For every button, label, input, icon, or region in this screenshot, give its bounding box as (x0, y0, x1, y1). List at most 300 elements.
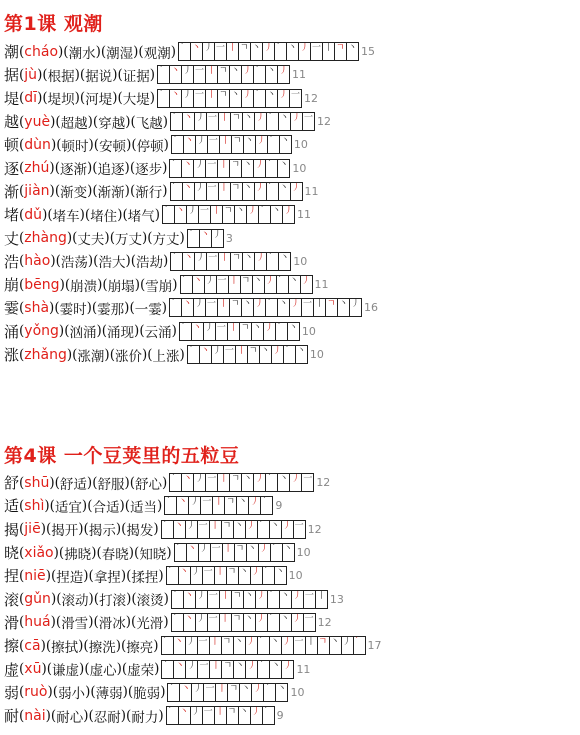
stroke-step-mark: 一 (207, 182, 217, 193)
stroke-step-mark: 一 (304, 590, 314, 601)
word: 滑冰 (98, 616, 126, 633)
paren-close: ) (58, 43, 64, 60)
stroke-step-mark: ` (284, 346, 290, 356)
stroke-count: 10 (309, 348, 324, 361)
word: 滚烫 (136, 593, 164, 610)
stroke-step-mark: ㄱ (222, 520, 232, 531)
stroke-step-mark: 丶 (244, 590, 254, 601)
word-close: ) (87, 183, 93, 200)
stroke-step-mark: 丶 (296, 346, 306, 356)
pinyin: hào (24, 253, 51, 270)
stroke-step-box (174, 521, 186, 538)
stroke-step-mark: ` (188, 346, 194, 356)
stroke-step-box (171, 253, 183, 270)
stroke-step-mark: 丶 (289, 276, 299, 287)
stroke-step-mark: 丿 (256, 613, 266, 624)
stroke-order-strip (174, 543, 295, 562)
word: 舒适 (59, 476, 87, 493)
stroke-step-box (172, 136, 184, 153)
stroke-step-box (204, 323, 216, 340)
stroke-step-mark: 丶 (181, 683, 191, 694)
stroke-count: 10 (296, 546, 311, 560)
stroke-step-box (191, 707, 203, 724)
stroke-step-box (225, 497, 237, 514)
word-open: ( (120, 637, 127, 654)
word-close: ) (128, 544, 135, 561)
stroke-step-mark: ` (263, 707, 269, 718)
pinyin: cā (24, 637, 41, 654)
word-close: ) (120, 567, 127, 584)
stroke-step-mark: 丨 (220, 113, 230, 124)
pinyin: huá (24, 614, 51, 631)
stroke-order-strip (169, 159, 290, 178)
stroke-step-box (175, 544, 187, 561)
stroke-step-mark: ` (277, 276, 283, 287)
word-close: ) (133, 43, 139, 60)
stroke-step-mark: ` (180, 322, 186, 333)
stroke-order-strip (187, 345, 308, 364)
stroke-step-box (270, 637, 282, 654)
stroke-step-mark: 丿 (291, 299, 301, 310)
stroke-step-mark: 丿 (203, 43, 213, 54)
stroke-step-box (242, 66, 254, 83)
stroke-step-box (222, 637, 234, 654)
stroke-step-mark: 丶 (252, 322, 262, 333)
stroke-step-mark: ㄱ (222, 637, 232, 648)
character: 浩 (4, 252, 20, 271)
word-close: ) (163, 591, 169, 608)
character: 滑 (4, 613, 20, 632)
stroke-step-box (253, 276, 265, 293)
stroke-step-mark: 丨 (220, 590, 230, 601)
word: 逐渐 (59, 162, 87, 179)
stroke-step-mark: 丶 (174, 520, 184, 531)
word-close: ) (162, 160, 168, 177)
stroke-step-mark: 一 (202, 497, 212, 508)
stroke-step-box (279, 253, 290, 270)
stroke-step-box (294, 521, 305, 538)
word-open: ( (72, 346, 78, 363)
word-open: ( (134, 544, 140, 561)
stroke-step-box (206, 66, 218, 83)
stroke-step-mark: 丿 (291, 474, 301, 485)
stroke-step-box (224, 346, 236, 363)
word: 知晓 (139, 546, 167, 563)
word-open: ( (56, 591, 62, 608)
lesson-4-char-list (4, 471, 382, 727)
word-open: ( (139, 276, 146, 293)
word-close: ) (79, 661, 85, 678)
stroke-step-box (254, 90, 266, 107)
word-open: ( (129, 160, 136, 177)
word-open: ( (121, 661, 128, 678)
stroke-step-box (210, 521, 222, 538)
stroke-step-mark: 丶 (271, 660, 281, 671)
stroke-step-mark: 丿 (190, 497, 200, 508)
stroke-count: 10 (288, 569, 303, 583)
stroke-step-box (246, 661, 258, 678)
paren-close: ) (59, 276, 65, 293)
stroke-step-box (167, 707, 179, 724)
word-close: ) (122, 684, 128, 701)
stroke-step-box (192, 684, 204, 701)
word-open: ( (92, 183, 98, 200)
stroke-step-box (268, 136, 280, 153)
stroke-step-mark: 丿 (259, 544, 269, 555)
stroke-step-box (261, 497, 272, 514)
stroke-step-box (255, 113, 267, 130)
pinyin: gǔn (24, 591, 51, 608)
stroke-step-mark: ㄱ (219, 66, 228, 77)
stroke-step-box (196, 591, 208, 608)
stroke-step-box (179, 43, 191, 60)
word: 舒服 (97, 476, 125, 493)
stroke-step-mark: 丿 (279, 66, 289, 77)
paren-close: ) (58, 323, 65, 340)
stroke-order-strip (169, 298, 362, 317)
stroke-step-box (231, 253, 243, 270)
word-open: ( (88, 707, 94, 724)
char-row (4, 156, 378, 179)
stroke-step-box (204, 684, 216, 701)
stroke-step-mark: 丨 (215, 567, 225, 578)
pinyin: jiàn (24, 183, 50, 200)
stroke-order-strip (170, 252, 291, 271)
paren-open: ( (19, 230, 25, 247)
stroke-step-mark: 丿 (301, 276, 311, 287)
word: 上涨 (152, 348, 180, 365)
stroke-step-box (170, 474, 182, 491)
stroke-count: 11 (304, 184, 319, 198)
stroke-step-mark: 一 (304, 113, 314, 124)
paren-close: ) (53, 544, 59, 561)
stroke-step-box (240, 684, 252, 701)
word-close: ) (115, 637, 121, 654)
word-close: ) (171, 323, 177, 340)
pinyin: shì (24, 497, 45, 514)
stroke-step-mark: 丶 (239, 567, 249, 578)
stroke-step-box (186, 637, 198, 654)
stroke-step-mark: 丶 (176, 206, 186, 217)
stroke-step-box (282, 521, 294, 538)
stroke-step-mark: 丨 (220, 252, 230, 263)
stroke-step-box (170, 90, 182, 107)
word-open: ( (88, 567, 94, 584)
paren-open: ( (19, 136, 25, 153)
paren-close: ) (66, 346, 73, 363)
stroke-step-box (206, 474, 218, 491)
stroke-step-mark: ` (171, 474, 176, 485)
stroke-step-box (260, 346, 272, 363)
stroke-step-mark: 丿 (196, 613, 206, 624)
stroke-count: 9 (276, 709, 284, 723)
stroke-step-box (256, 614, 268, 631)
pinyin: zhú (24, 160, 50, 177)
stroke-step-box (270, 661, 282, 678)
stroke-step-mark: 丿 (243, 89, 253, 100)
word-close: ) (88, 591, 94, 608)
stroke-step-mark: 丨 (223, 544, 233, 555)
stroke-step-box (218, 90, 230, 107)
word-close: ) (81, 497, 88, 514)
stroke-step-box (290, 90, 301, 107)
word: 揭示 (88, 523, 116, 540)
stroke-step-box (216, 323, 228, 340)
stroke-step-mark: 丨 (214, 497, 224, 508)
stroke-step-box (278, 474, 290, 491)
stroke-step-mark: 一 (205, 683, 215, 694)
stroke-step-mark: 丶 (193, 276, 203, 287)
stroke-step-box (347, 43, 358, 60)
stroke-step-box (200, 230, 212, 247)
word-close: ) (116, 661, 122, 678)
stroke-step-mark: 一 (208, 113, 218, 124)
stroke-step-box (256, 591, 268, 608)
word-close: ) (74, 90, 80, 107)
word: 安顿 (99, 138, 127, 155)
stroke-step-mark: 丶 (171, 66, 181, 77)
stroke-step-mark: ㄱ (226, 497, 236, 508)
stroke-order-strip (166, 706, 275, 725)
stroke-step-box (254, 299, 266, 316)
stroke-step-mark: ` (268, 613, 274, 624)
pinyin: zhǎng (24, 346, 67, 363)
stroke-step-mark: 丨 (217, 683, 227, 694)
stroke-step-mark: 丿 (292, 590, 302, 601)
stroke-step-mark: 一 (216, 322, 226, 333)
stroke-step-mark: 丨 (323, 43, 333, 54)
stroke-step-mark: 丶 (183, 474, 193, 485)
stroke-step-mark: 丶 (236, 206, 246, 217)
word-open: ( (55, 113, 61, 130)
word-close: ) (134, 276, 140, 293)
stroke-step-mark: 丨 (210, 520, 220, 531)
stroke-step-box (283, 544, 294, 561)
stroke-step-box (266, 90, 278, 107)
stroke-step-mark: 丶 (244, 136, 254, 147)
stroke-step-box (208, 136, 220, 153)
paren-close: ) (44, 497, 50, 514)
stroke-step-mark: 丶 (244, 113, 254, 124)
stroke-step-mark: ` (181, 276, 187, 287)
word-open: ( (102, 276, 108, 293)
stroke-step-mark: 丨 (219, 182, 229, 193)
paren-open: ( (19, 567, 25, 584)
word: 耐力 (131, 709, 159, 726)
stroke-order-strip (167, 683, 288, 702)
stroke-step-box (191, 43, 203, 60)
word: 堵气 (127, 208, 155, 225)
word: 涌现 (107, 325, 135, 342)
word: 虚心 (89, 663, 117, 680)
word-open: ( (50, 567, 57, 584)
stroke-step-mark: ㄱ (239, 43, 249, 54)
pinyin: niē (24, 567, 46, 584)
stroke-step-box (203, 707, 215, 724)
stroke-step-mark: 丨 (229, 276, 239, 287)
stroke-step-mark: 丨 (219, 159, 229, 170)
stroke-step-mark: 丨 (212, 206, 222, 217)
word-open: ( (79, 90, 86, 107)
stroke-step-box (254, 474, 266, 491)
word-open: ( (52, 684, 59, 701)
stroke-step-mark: 丿 (246, 637, 256, 648)
paren-open: ( (19, 684, 25, 701)
stroke-step-box (251, 43, 263, 60)
stroke-step-box (266, 160, 278, 177)
stroke-step-box (196, 614, 208, 631)
stroke-step-mark: ㄱ (231, 299, 240, 310)
stroke-step-box (302, 299, 314, 316)
stroke-step-mark: 丶 (288, 322, 298, 333)
stroke-step-mark: 一 (291, 89, 301, 100)
word-open: ( (63, 43, 69, 60)
stroke-step-box (205, 276, 217, 293)
word-open: ( (117, 90, 123, 107)
stroke-step-box (264, 684, 276, 701)
stroke-step-box (234, 661, 246, 678)
stroke-step-mark: 丶 (253, 276, 263, 287)
stroke-step-box (258, 521, 270, 538)
word: 合适 (92, 499, 120, 516)
stroke-step-box (170, 299, 182, 316)
stroke-step-box (278, 299, 290, 316)
word: 涨价 (114, 348, 142, 365)
word: 堤坝 (47, 92, 75, 109)
char-row (4, 657, 382, 680)
stroke-step-box (223, 544, 235, 561)
word-close: ) (149, 66, 156, 83)
paren-open: ( (19, 160, 25, 177)
stroke-step-box (292, 614, 304, 631)
char-row (4, 611, 382, 634)
word-close: ) (125, 113, 131, 130)
stroke-step-mark: 丶 (347, 43, 357, 54)
word-close: ) (86, 474, 93, 491)
char-row (4, 110, 378, 133)
stroke-step-mark: 丶 (200, 229, 210, 240)
stroke-step-box (186, 661, 198, 678)
stroke-step-mark: ` (171, 182, 176, 193)
word-open: ( (91, 299, 98, 316)
word-open: ( (54, 160, 60, 177)
paren-open: ( (19, 276, 25, 293)
paren-open: ( (19, 637, 25, 654)
stroke-step-mark: 丶 (260, 346, 270, 356)
word-close: ) (153, 521, 159, 538)
stroke-order-strip (164, 496, 273, 515)
word-open: ( (42, 90, 48, 107)
stroke-step-box (184, 591, 196, 608)
stroke-count: 15 (360, 45, 375, 59)
stroke-step-box (284, 346, 296, 363)
word-open: ( (54, 299, 60, 316)
stroke-count: 11 (292, 68, 307, 82)
stroke-step-mark: ㄱ (219, 89, 228, 100)
stroke-step-mark: 丿 (204, 322, 214, 333)
stroke-step-mark: 丿 (263, 43, 273, 54)
stroke-step-box (215, 707, 227, 724)
stroke-step-mark: ` (268, 590, 274, 601)
word: 一霎 (134, 301, 162, 318)
word-close: ) (124, 474, 130, 491)
paren-open: ( (19, 521, 25, 538)
paren-close: ) (42, 206, 48, 223)
stroke-step-mark: 丨 (215, 707, 225, 718)
stroke-step-mark: 丿 (196, 113, 206, 124)
character: 潮 (4, 43, 20, 62)
paren-open: ( (19, 707, 25, 724)
word-open: ( (93, 591, 100, 608)
word-close: ) (141, 230, 148, 247)
stroke-step-box (266, 66, 278, 83)
word-open: ( (121, 521, 127, 538)
stroke-step-mark: 丿 (250, 497, 260, 508)
stroke-step-mark: 丶 (280, 136, 290, 147)
stroke-step-box (172, 591, 184, 608)
paren-open: ( (19, 183, 25, 200)
word-close: ) (117, 206, 123, 223)
stroke-step-mark: 丨 (210, 637, 220, 648)
stroke-step-box (290, 299, 302, 316)
word-open: ( (87, 497, 93, 514)
stroke-step-box (163, 206, 175, 223)
stroke-step-mark: 丶 (174, 637, 184, 648)
word: 渐变 (60, 185, 88, 202)
word-close: ) (154, 206, 161, 223)
stroke-count: 12 (317, 115, 332, 129)
stroke-step-mark: 丶 (287, 43, 297, 54)
stroke-step-box (215, 43, 227, 60)
word-close: ) (112, 66, 118, 83)
stroke-step-box (249, 497, 261, 514)
word: 潮湿 (106, 45, 134, 62)
stroke-step-box (280, 136, 291, 153)
stroke-step-box (278, 90, 290, 107)
stroke-step-mark: 一 (215, 43, 225, 54)
word-open: ( (54, 183, 61, 200)
stroke-step-mark: ` (267, 474, 272, 485)
stroke-step-box (206, 90, 218, 107)
stroke-step-box (174, 637, 186, 654)
stroke-step-mark: 丨 (207, 89, 217, 100)
word-open: ( (130, 253, 137, 270)
stroke-count: 12 (317, 615, 332, 629)
stroke-step-mark: ` (172, 113, 177, 124)
stroke-step-mark: ` (162, 520, 168, 531)
stroke-step-box (200, 346, 212, 363)
stroke-step-box (304, 591, 316, 608)
stroke-step-mark: 丶 (179, 707, 189, 718)
char-row (4, 320, 378, 343)
stroke-step-box (239, 707, 251, 724)
stroke-step-box (172, 614, 184, 631)
word-close: ) (163, 614, 169, 631)
stroke-step-box (222, 521, 234, 538)
stroke-step-mark: ㄱ (232, 113, 241, 124)
word-open: ( (84, 661, 90, 678)
stroke-step-mark: 丿 (183, 89, 193, 100)
word: 证据 (122, 68, 150, 85)
word-open: ( (50, 707, 57, 724)
word: 涨潮 (77, 348, 105, 365)
word: 擦拭 (51, 639, 79, 656)
stroke-step-box (171, 113, 183, 130)
stroke-step-box (222, 661, 234, 678)
paren-close: ) (49, 160, 55, 177)
pinyin: xiǎo (24, 544, 54, 561)
stroke-step-mark: ㄱ (232, 590, 242, 601)
